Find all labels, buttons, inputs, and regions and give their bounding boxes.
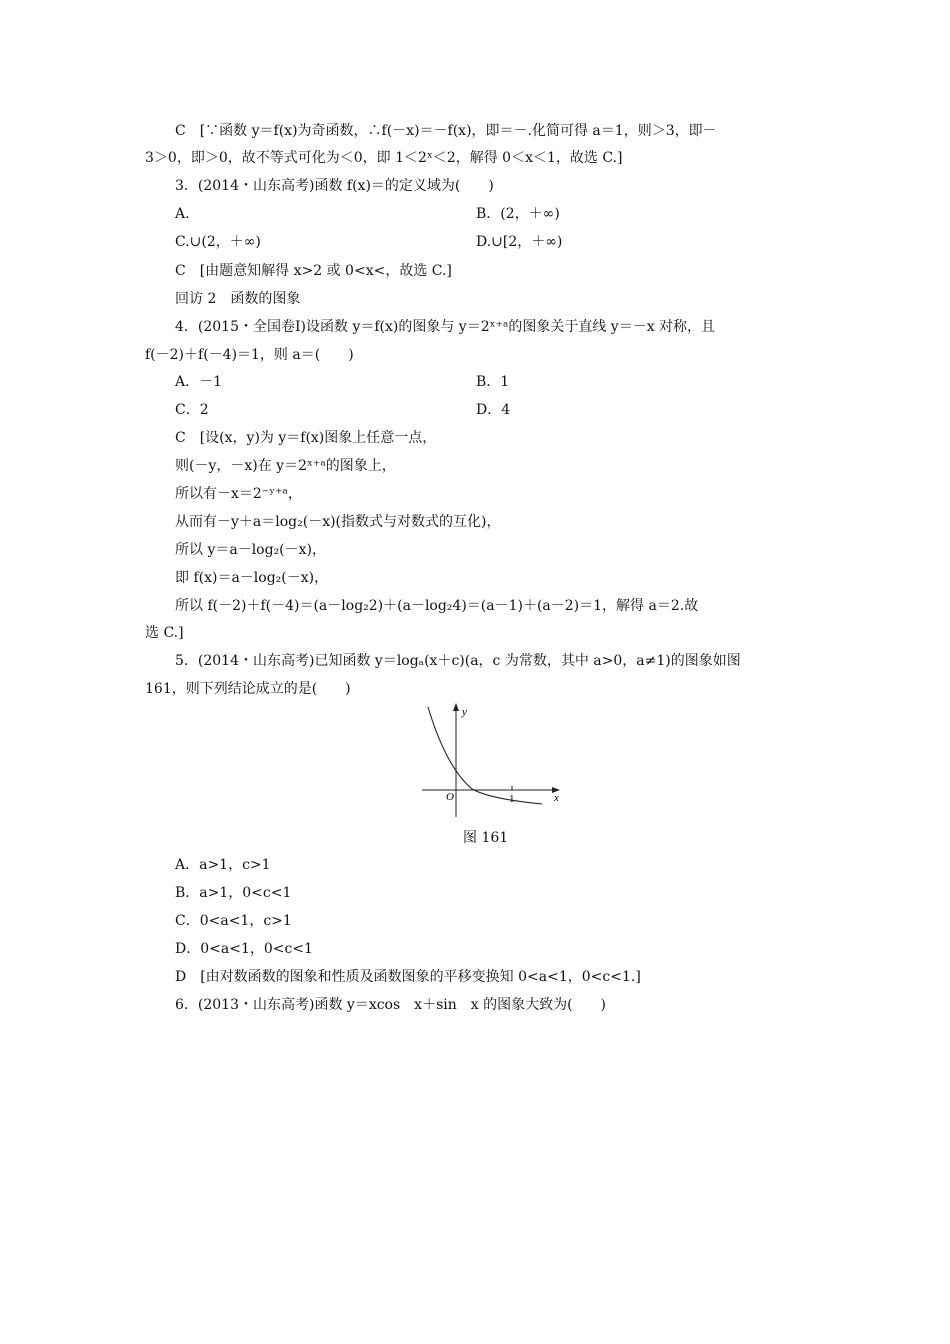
text-line: C [∵函数 y＝f(x)为奇函数，∴f(－x)＝－f(x)，即＝－.化简可得 a＝1，则＞3，即－ bbox=[175, 123, 717, 139]
figure-caption: 图 161 bbox=[463, 830, 509, 846]
log-curve bbox=[428, 707, 542, 804]
answer-4-line: 所以有－x＝2⁻ʸ⁺ᵃ， bbox=[175, 486, 302, 502]
option-d: D.∪[2，＋∞) bbox=[476, 234, 563, 250]
text-line: 3＞0，即＞0，故不等式可化为＜0，即 1＜2ˣ＜2，解得 0＜x＜1，故选 C.] bbox=[145, 150, 623, 166]
function-graph bbox=[422, 701, 562, 819]
question-3: 3．(2014・山东高考)函数 f(x)＝的定义域为( ) bbox=[175, 178, 494, 194]
answer-3: C [由题意知解得 x>2 或 0<x<，故选 C.] bbox=[175, 263, 452, 279]
answer-4-line: 即 f(x)＝a－log₂(－x)， bbox=[175, 570, 329, 586]
option-b: B．a>1，0<c<1 bbox=[175, 885, 292, 901]
option-c: C.∪(2，＋∞) bbox=[175, 234, 261, 250]
answer-5: D [由对数函数的图象和性质及函数图象的平移变换知 0<a<1，0<c<1.] bbox=[175, 969, 641, 985]
question-6: 6．(2013・山东高考)函数 y＝xcos x＋sin x 的图象大致为( ) bbox=[175, 997, 607, 1013]
answer-4-line: 所以 f(－2)＋f(－4)＝(a－log₂2)＋(a－log₂4)＝(a－1)＋(a－2)＝1，解得 a＝2.故 bbox=[175, 598, 699, 614]
origin-label: O bbox=[446, 791, 454, 803]
question-4: 4．(2015・全国卷Ⅰ)设函数 y＝f(x)的图象与 y＝2ˣ⁺ᵃ的图象关于直线 y＝－x 对称，且 bbox=[175, 319, 716, 335]
tick-label: 1 bbox=[509, 793, 515, 805]
option-d: D．4 bbox=[476, 402, 511, 418]
option-d: D．0<a<1，0<c<1 bbox=[175, 941, 313, 957]
question-5: 5．(2014・山东高考)已知函数 y＝logₐ(x＋c)(a，c 为常数，其中 a>0，a≠1)的图象如图 bbox=[175, 653, 741, 669]
question-4-cont: f(－2)＋f(－4)＝1，则 a＝( ) bbox=[145, 347, 354, 363]
option-c: C．0<a<1，c>1 bbox=[175, 913, 292, 929]
question-5-cont: 161，则下列结论成立的是( ) bbox=[145, 681, 351, 697]
x-axis-label: x bbox=[554, 792, 559, 804]
y-axis-arrow bbox=[453, 703, 459, 711]
option-a: A．a>1，c>1 bbox=[175, 857, 271, 873]
answer-4-line: 从而有－y＋a＝log₂(－x)(指数式与对数式的互化)， bbox=[175, 514, 501, 530]
answer-4-line: 所以 y＝a－log₂(－x)， bbox=[175, 542, 327, 558]
option-b: B．1 bbox=[476, 374, 510, 390]
answer-4-line: 则(－y，－x)在 y＝2ˣ⁺ᵃ的图象上， bbox=[175, 458, 396, 474]
section-heading: 回访 2 函数的图象 bbox=[175, 291, 301, 307]
option-a: A．－1 bbox=[175, 374, 223, 390]
option-b: B．(2，＋∞) bbox=[476, 206, 560, 222]
option-c: C．2 bbox=[175, 402, 209, 418]
option-a: A. bbox=[175, 206, 190, 222]
answer-4-line: 选 C.] bbox=[145, 625, 184, 641]
y-axis-label: y bbox=[462, 706, 467, 718]
answer-4: C [设(x，y)为 y＝f(x)图象上任意一点， bbox=[175, 430, 437, 446]
